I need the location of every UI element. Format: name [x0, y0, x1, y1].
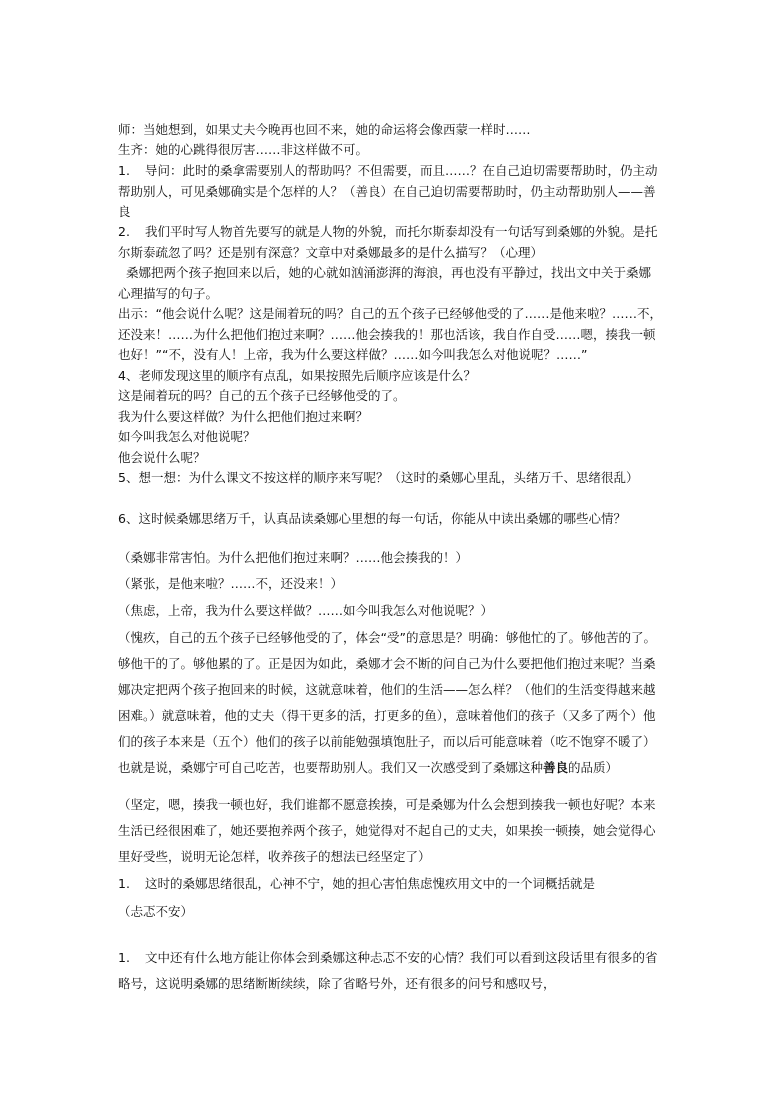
paragraph-text: 的品质）	[568, 760, 619, 775]
teacher-line: 师：当她想到，如果丈夫今晚再也回不来，她的命运将会像西蒙一样时……	[118, 122, 531, 137]
paragraph: 4、老师发现这里的顺序有点乱，如果按照先后顺序应该是什么？	[118, 368, 476, 383]
paragraph: （紧张，是他来啦？……不，还没来！）	[118, 576, 344, 591]
paragraph: 他会说什么呢？	[118, 450, 206, 465]
list-number: 2.	[118, 224, 130, 239]
list-item-3	[118, 871, 663, 897]
paragraph: 5、想一想：为什么课文不按这样的顺序来写呢？（这时的桑娜心里乱，头绪万千、思绪很乱）	[118, 470, 639, 485]
list-text: 导问：此时的桑拿需要别人的帮助吗？不但需要，而且……？在自己迫切需要帮助时，仍主动帮助别人，可见桑娜确实是个怎样的人？（善良）在自己迫切需要帮助时，仍主动帮助别人——善良	[118, 163, 658, 219]
paragraph: 桑娜把两个孩子抱回来以后，她的心就如汹涌澎湃的海浪，再也没有平静过，找出文中关于桑娜心理描写的句子。	[118, 265, 651, 301]
paragraph: 如今叫我怎么对他说呢？	[118, 429, 256, 444]
paragraph: 这是闹着玩的吗？自己的五个孩子已经够他受的了。	[118, 388, 406, 403]
paragraph: （忐忑不安）	[118, 904, 194, 919]
paragraph-text: （愧疚，自己的五个孩子已经够他受的了，体会“受”的意思是？明确：够他忙的了。够他苦的了。够他干的了。够他累的了。正是因为如此，桑娜才会不断的问自己为什么要把他们抱过来呢？当桑娜决定把两个孩子抱回来的时候，这就意味着，他们的生活——怎么样？（他们的生活变得越来越困难。）就意味着，他的丈夫（得干更多的活，打更多的鱼），意味着他们的孩子（又多了两个）他们的孩子本来是（五个）他们的孩子以前能勉强填饱肚子，而以后可能意味着（吃不饱穿不暖了）也就是说，桑娜宁可自己吃苦，也要帮助别人。我们又一次感受到了桑娜这种	[118, 630, 656, 775]
list-number: 1.	[118, 163, 130, 178]
list-item-4	[118, 945, 663, 997]
bold-keyword: 善良	[543, 760, 569, 775]
list-text: 我们平时写人物首先要写的就是人物的外貌，而托尔斯泰却没有一句话写到桑娜的外貌。是托尔斯泰疏忽了吗？还是别有深意？文章中对桑娜最多的是什么描写？（心理）	[118, 224, 658, 260]
students-line: 生齐：她的心跳得很厉害……非这样做不可。	[118, 142, 369, 157]
list-item-2	[118, 222, 663, 263]
paragraph: （焦虑，上帝，我为什么要这样做？……如今叫我怎么对他说呢？）	[118, 603, 494, 618]
list-item-1	[118, 161, 663, 223]
paragraph: 我为什么要这样做？为什么把他们抱过来啊？	[118, 409, 369, 424]
list-number: 1.	[118, 876, 130, 891]
quote-paragraph: 出示：“他会说什么呢？这是闹着玩的吗？自己的五个孩子已经够他受的了……是他来啦？……不，还没来！……为什么把他们抱过来啊？……他会揍我的！那也活该，我自作自受……嗯，揍我一顿也好！”“不，没有人！上帝，我为什么要这样做？……如今叫我怎么对他说呢？……”	[118, 306, 662, 362]
paragraph-firm: （坚定，嗯，揍我一顿也好，我们谁都不愿意挨揍，可是桑娜为什么会想到揍我一顿也好呢？本来生活已经很困难了，她还要抱养两个孩子，她觉得对不起自己的丈夫，如果挨一顿揍，她会觉得心里好受些，说明无论怎样，收养孩子的想法已经坚定了）	[118, 797, 656, 864]
paragraph: （桑娜非常害怕。为什么把他们抱过来啊？……他会揍我的！）	[118, 550, 469, 565]
paragraph: 6、这时候桑娜思绪万千，认真品读桑娜心里想的每一句话，你能从中读出桑娜的哪些心情？	[118, 511, 626, 526]
list-text: 文中还有什么地方能让你体会到桑娜这种忐忑不安的心情？我们可以看到这段话里有很多的省略号，这说明桑娜的思绪断断续续，除了省略号外，还有很多的问号和感叹号，	[118, 950, 658, 991]
list-text: 这时的桑娜思绪很乱，心神不宁，她的担心害怕焦虑愧疚用文中的一个词概括就是	[145, 876, 596, 891]
list-number: 1.	[118, 950, 130, 965]
paragraph-guilt	[118, 625, 663, 781]
